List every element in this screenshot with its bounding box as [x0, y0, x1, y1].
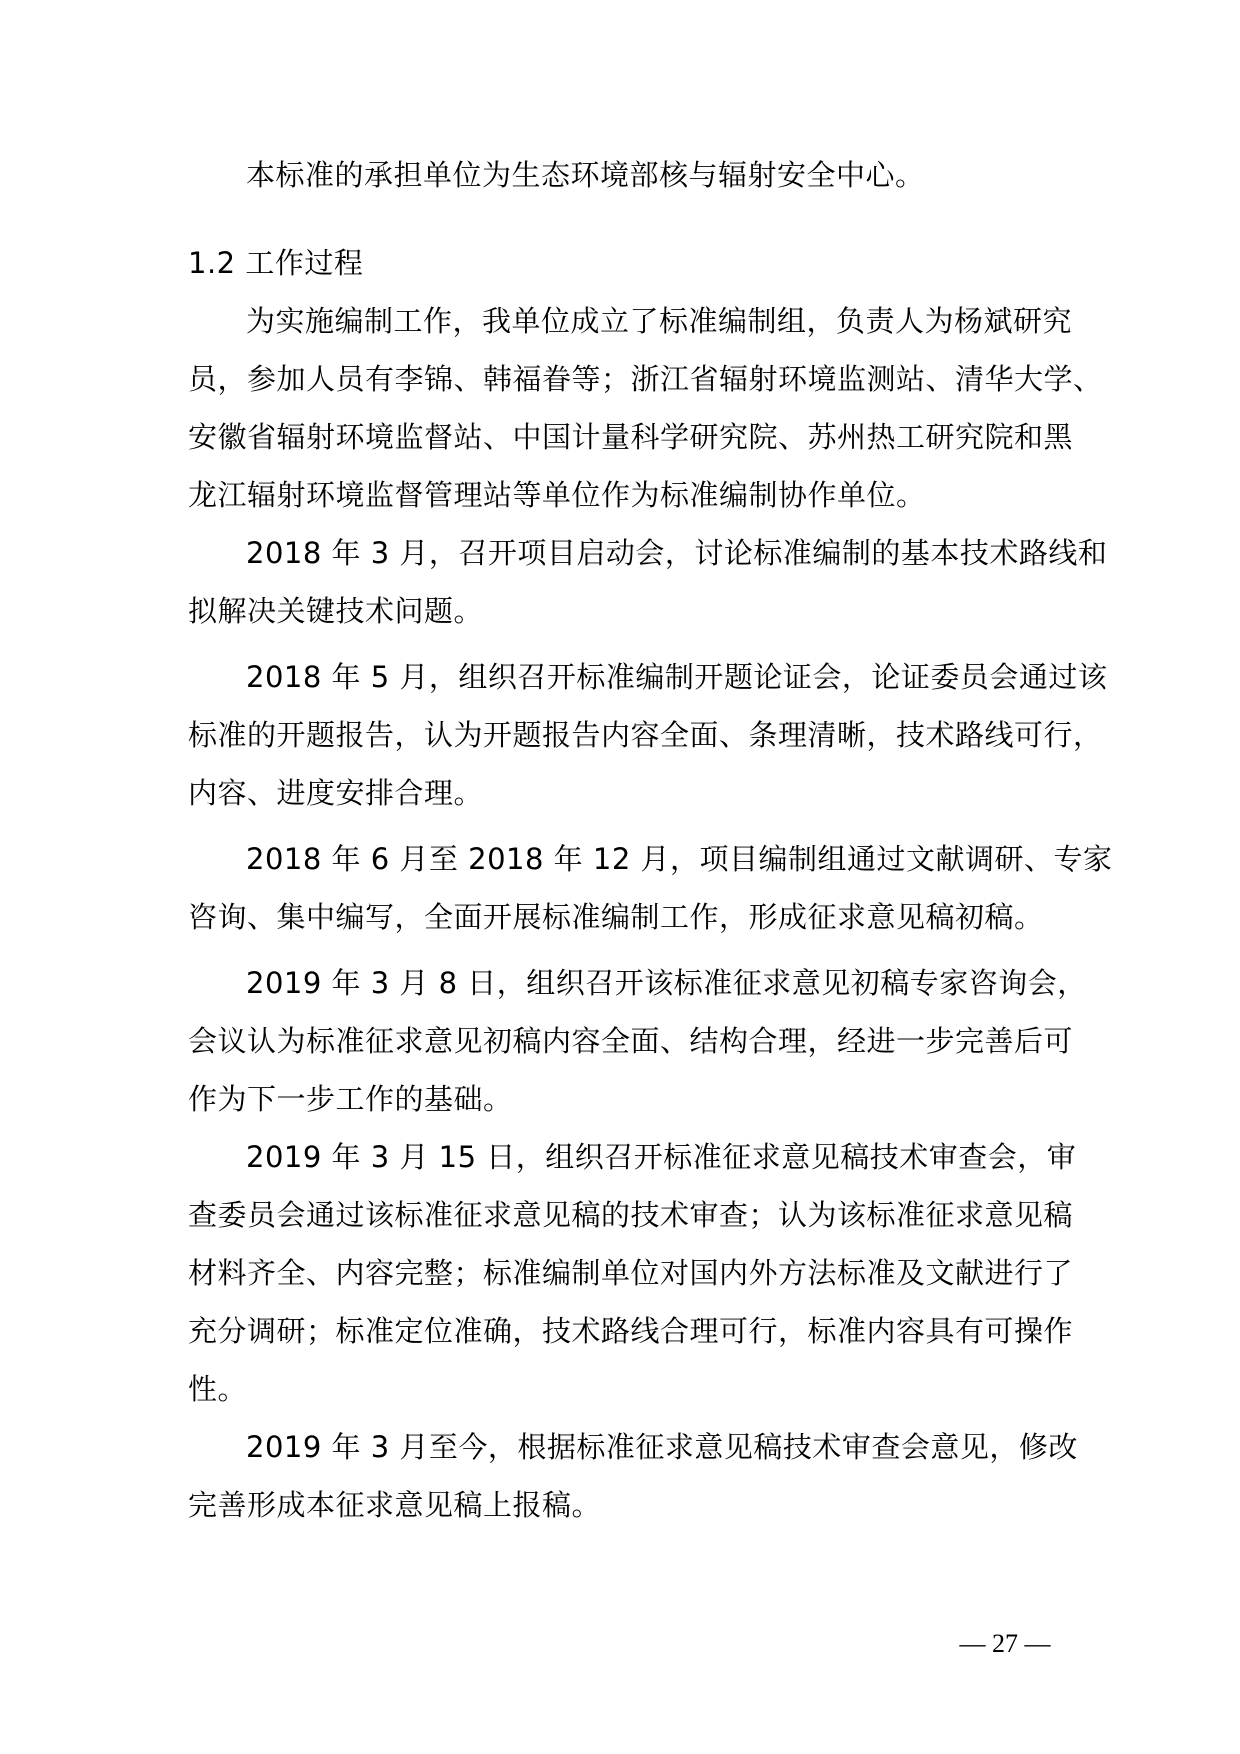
text-line: 充分调研；标准定位准确，技术路线合理可行，标准内容具有可操作	[188, 1314, 1074, 1348]
text-line: 完善形成本征求意见稿上报稿。	[188, 1488, 602, 1522]
text-line: 2018 年 3 月，召开项目启动会，讨论标准编制的基本技术路线和	[246, 536, 1108, 570]
text-line: 会议认为标准征求意见初稿内容全面、结构合理，经进一步完善后可	[188, 1024, 1074, 1058]
text-line: 2019 年 3 月 15 日，组织召开标准征求意见稿技术审查会，审	[246, 1140, 1077, 1174]
text-line: 性。	[188, 1372, 248, 1406]
paragraph-2018-05	[188, 648, 1108, 822]
text-line: 材料齐全、内容完整；标准编制单位对国内外方法标准及文献进行了	[188, 1256, 1074, 1290]
text-line: 龙江辐射环境监督管理站等单位作为标准编制协作单位。	[188, 478, 926, 512]
paragraph-2019-03-15	[188, 1128, 1077, 1418]
text-line: 内容、进度安排合理。	[188, 776, 484, 810]
paragraph-2018-03	[188, 524, 1108, 640]
section-heading	[188, 234, 1068, 292]
intro-paragraph	[188, 146, 1068, 204]
intro-text: 本标准的承担单位为生态环境部核与辐射安全中心。	[246, 158, 925, 192]
page-number: — 27 —	[959, 1629, 1051, 1658]
text-line: 2018 年 5 月，组织召开标准编制开题论证会，论证委员会通过该	[246, 660, 1108, 694]
paragraph-2018-06	[188, 830, 1113, 946]
paragraph-team	[188, 292, 1103, 524]
paragraph-2019-current	[188, 1418, 1078, 1534]
text-line: 为实施编制工作，我单位成立了标准编制组，负责人为杨斌研究	[246, 304, 1073, 338]
text-line: 作为下一步工作的基础。	[188, 1082, 513, 1116]
paragraph-2019-03-08	[188, 954, 1087, 1128]
text-line: 2019 年 3 月至今，根据标准征求意见稿技术审查会意见，修改	[246, 1430, 1078, 1464]
text-line: 安徽省辐射环境监督站、中国计量科学研究院、苏州热工研究院和黑	[188, 420, 1074, 454]
text-line: 咨询、集中编写，全面开展标准编制工作，形成征求意见稿初稿。	[188, 900, 1044, 934]
text-line: 2019 年 3 月 8 日，组织召开该标准征求意见初稿专家咨询会，	[246, 966, 1087, 1000]
text-line: 拟解决关键技术问题。	[188, 594, 484, 628]
text-line: 标准的开题报告，认为开题报告内容全面、条理清晰，技术路线可行，	[188, 718, 1103, 752]
text-line: 员，参加人员有李锦、韩福眷等；浙江省辐射环境监测站、清华大学、	[188, 362, 1103, 396]
text-line: 2018 年 6 月至 2018 年 12 月，项目编制组通过文献调研、专家	[246, 842, 1113, 876]
text-line: 查委员会通过该标准征求意见稿的技术审查；认为该标准征求意见稿	[188, 1198, 1074, 1232]
document-body	[188, 146, 1113, 1534]
section-heading-text: 1.2 工作过程	[188, 246, 364, 280]
